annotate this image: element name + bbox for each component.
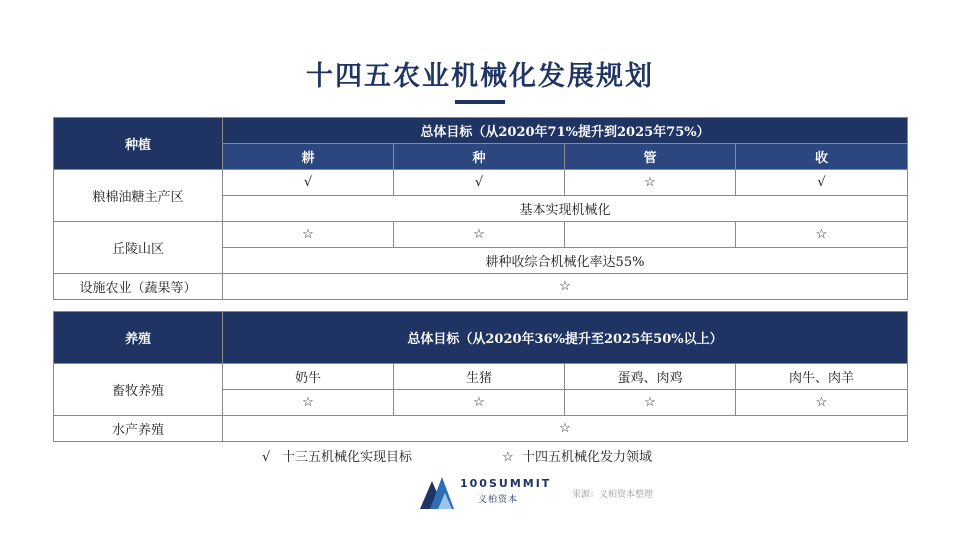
logo-brand: 100SUMMIT (460, 477, 552, 490)
mark-cell: √ (394, 170, 565, 196)
livestock-category: 奶牛 (223, 364, 394, 390)
logo-brand-cn: 义柏资本 (478, 495, 519, 505)
mark-cell: ☆ (736, 390, 908, 416)
livestock-category: 蛋鸡、肉鸡 (565, 364, 736, 390)
row-note-main-area: 基本实现机械化 (223, 196, 908, 222)
stage-sow: 种 (394, 144, 565, 170)
stage-harvest: 收 (736, 144, 908, 170)
page-title: 十四五农业机械化发展规划 (306, 61, 654, 92)
row-label-aquaculture: 水产养殖 (54, 416, 223, 442)
legend-check (262, 446, 412, 465)
stage-plow: 耕 (223, 144, 394, 170)
livestock-category: 生猪 (394, 364, 565, 390)
mark-cell: ☆ (223, 222, 394, 248)
star-icon: ☆ (502, 450, 514, 465)
source-note: 来源：义柏资本整理 (572, 490, 654, 500)
mark-cell: ☆ (223, 390, 394, 416)
breeding-header: 养殖 (54, 312, 223, 364)
mark-cell: ☆ (223, 416, 908, 442)
mark-cell: √ (223, 170, 394, 196)
row-label-hilly: 丘陵山区 (54, 222, 223, 274)
legend-check-text: 十三五机械化实现目标 (282, 450, 413, 465)
mountain-logo-icon (418, 475, 456, 509)
row-label-livestock: 畜牧养殖 (54, 364, 223, 416)
title-underline (455, 100, 505, 104)
mark-cell: ☆ (736, 222, 908, 248)
mark-cell (565, 222, 736, 248)
planting-table (53, 117, 908, 300)
row-note-hilly: 耕种收综合机械化率达55% (223, 248, 908, 274)
legend-star-text: 十四五机械化发力领域 (522, 450, 653, 465)
check-icon: √ (262, 450, 271, 465)
mark-cell: √ (736, 170, 908, 196)
row-label-main-area: 粮棉油糖主产区 (54, 170, 223, 222)
breeding-table (53, 311, 908, 442)
mark-cell: ☆ (223, 274, 908, 300)
legend-star (502, 446, 652, 465)
row-label-facility: 设施农业（蔬果等） (54, 274, 223, 300)
mark-cell: ☆ (394, 222, 565, 248)
logo (418, 475, 552, 511)
livestock-category: 肉牛、肉羊 (736, 364, 908, 390)
planting-header: 种植 (54, 118, 223, 170)
planting-goal: 总体目标（从2020年71%提升到2025年75%） (223, 118, 908, 144)
mark-cell: ☆ (565, 390, 736, 416)
mark-cell: ☆ (394, 390, 565, 416)
mark-cell: ☆ (565, 170, 736, 196)
breeding-goal: 总体目标（从2020年36%提升至2025年50%以上） (223, 312, 908, 364)
stage-manage: 管 (565, 144, 736, 170)
